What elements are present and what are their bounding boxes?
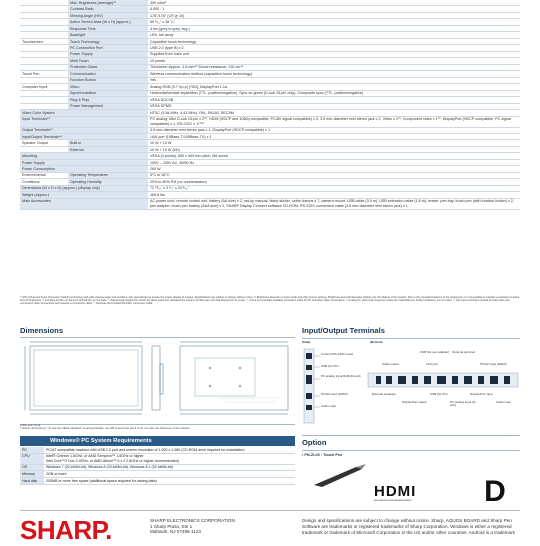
io-port-label: DisplayPort input	[470, 392, 493, 396]
requirement-value: Intel® Celeron 1.6GHz, or AMD Sempron™ 1.6GHz or higher Intel Core™2 Duo 2.0GHz, or AMD Athlon™ II x 2 2.8GHz or higher recommended)	[44, 453, 295, 464]
io-title: Input/Output Terminals	[302, 326, 385, 335]
requirement-row	[20, 464, 295, 471]
spec-label: Power Management	[68, 103, 148, 109]
spec-value: 3.5 mm-diameter mini stereo jack x 1, DisplayPort (HDCP compatible) x 1	[148, 127, 520, 133]
requirement-key: PC	[20, 447, 44, 453]
spec-label: PC Connection Port	[68, 45, 148, 51]
spec-value: Capacitive touch technology	[148, 38, 520, 44]
requirement-value: PC/AT compatible machine with USB 2.0 port and screen resolution of 1,920 x 1,080 (CD-ROM drive required for installation)	[44, 447, 295, 453]
spec-value: VESA DPMS	[148, 103, 520, 109]
requirement-value: 200MB or more free space (additional space required for saving data)	[44, 477, 295, 484]
spec-value: 10 W + 10 W (6Ω)	[148, 146, 520, 152]
requirement-row	[20, 453, 295, 464]
spec-value: Analog RGB (0.7 Vp-p) [75Ω], DisplayPort 1.1a	[148, 84, 520, 90]
spec-value: 100V – 240V AC, 50/60 Hz	[148, 159, 520, 165]
spec-label: Communication	[68, 71, 148, 77]
spec-category: Computer Input	[20, 84, 68, 90]
spec-value: Supplied from main unit	[148, 51, 520, 57]
requirement-row	[20, 477, 295, 484]
spec-category: Output Terminals*⁴	[20, 127, 148, 133]
spec-label: Response Time	[68, 25, 148, 31]
spec-value: Wireless communication method (capacitive touch technology)	[148, 71, 520, 77]
spec-label: Multi Touch	[68, 58, 148, 64]
requirement-key: CPU	[20, 453, 44, 464]
io-port-label: USB (for pen adapter)	[420, 350, 450, 354]
spec-label: Operating Temperature	[68, 172, 148, 178]
spec-label: Active Screen Area (W x H) (approx.)	[68, 19, 148, 25]
spec-category: Power Consumption	[20, 166, 148, 172]
spec-label: Power Supply	[68, 51, 148, 57]
spec-category: Input Terminals*⁴	[20, 116, 148, 127]
spec-value: 169.8 lbs	[148, 192, 520, 198]
spec-row	[20, 198, 520, 209]
spec-category: Environmental	[20, 172, 68, 178]
windows-requirements-title: Windows® PC System Requirements	[20, 436, 295, 446]
spec-label: Touch Technology	[68, 38, 148, 44]
io-port-label: PC analog input RGB (D-sub)	[321, 374, 361, 378]
spec-value: Thickness: Approx. 3.8 mm*² Shock resistance: 130 cm*³	[148, 64, 520, 70]
requirement-key: OS	[20, 464, 44, 471]
io-bottom-label: (Bottom)	[370, 340, 383, 344]
option-section	[302, 450, 520, 509]
spec-category: Input/Output Terminals*⁴	[20, 133, 148, 139]
spec-label: Synchronization	[68, 90, 148, 96]
option-title: Option	[302, 438, 327, 447]
spec-table	[20, 0, 520, 210]
windows-requirements-table	[20, 447, 295, 485]
spec-label: Contrast Ratio	[68, 6, 148, 12]
spec-value: 10 W + 10 W	[148, 140, 520, 146]
spec-value: NTSC (3.58 MHz, 4.43 MHz), PAL, PAL60, SECAM	[148, 110, 520, 116]
displayport-logo: D	[484, 475, 506, 508]
touch-pen-image	[310, 463, 370, 489]
spec-category: Power Supply	[20, 159, 148, 165]
requirement-value: 2GB or more	[44, 471, 295, 478]
spec-value: 4 ms (grey to grey, avg.)	[148, 25, 520, 31]
requirement-value: Windows 7 (32-bit/64-bit), Windows 8 (32-bit/64-bit), Windows 8.1 (32-bit/64-bit)	[44, 464, 295, 471]
spec-value: 20% to 80% RH (no condensation)	[148, 179, 520, 185]
spec-category: Video Color System	[20, 110, 148, 116]
io-port-label: Control (RS-232C input)	[321, 352, 354, 356]
spec-value: 69 ⁵⁄₁₆" x 38 ⁷⁄₈"	[148, 19, 520, 25]
footer-disclaimer: Design and specifications are subject to change without notice. Sharp, AQUOS BOARD and Sharp Pen Software are trademarks or registered trademarks of Sharp Corporation. Windows is either a registered trademark or trademark of Microsoft Corporation in the US and/or other countries. Android is a trademark	[302, 518, 515, 535]
io-port-label: USB (for PC)	[430, 392, 448, 396]
spec-label: Built-in	[68, 140, 148, 146]
spec-value: PC analog: Mini D-sub 15-pin x 2*⁵, HDMI (HDCP and 1080p compatible, PC/AV signal compatible) x 3, 3.5 mm-diameter mini stereo jack x 2, Video x 1*⁶, Component video x 1*⁶, DisplayPort (HDCP compatible, PC signal compatible) x 1, RS-232C x 1*⁷*⁸	[148, 116, 520, 127]
dimensions-title: Dimensions	[20, 326, 64, 335]
spec-category: Main Accessories	[20, 198, 148, 209]
dimensions-note: Units: inch (mm) * Screen dimensions * To use the VESA-standard mounting bracket, use M6 screws that are 8 to 10 mm plus the thickness of the bracket.	[20, 423, 191, 431]
io-port-label: External speakers	[372, 392, 397, 396]
spec-label: Protection Glass	[68, 64, 148, 70]
spec-label: Viewing Angle (H/V)	[68, 12, 148, 18]
io-port-label: DisplayPort output	[402, 400, 427, 404]
spec-value: 260 W	[148, 166, 520, 172]
spec-value: 10 points	[148, 58, 520, 64]
spec-row	[20, 116, 520, 127]
footnotes: *¹ IPS (Advanced Super Dimension Switch) technology with wide viewing angle and excellent color reproduction to ensure the proper display of images. Specifications are subject to change without notice. *² Brightness depends on input mode and other picture settings. Brightness level will decrease slightly over the lifetime of the product. Due to the physical limitations of the equipment, it is not possible to maintain a precisely constant level of brightness. *³ Including AG film on the front and AR film on the back. *⁴ Approximate height from which the glass panel can withstand the impact of a 500-gram iron ball dropped on its center. *⁵ Use a commercially available connection cable for PC and other video connections. *⁶ Analog PC video and component video are switchable (on bottom interface); use for video. *⁷ One input terminal is shared for both video and component video connections and requires a conversion cable. *⁸ Requires the bundled RS-232C conversion cable.	[20, 296, 520, 306]
hdmi-logo: HDMI HIGH-DEFINITION MULTIMEDIA INTERFACE	[374, 483, 417, 502]
spec-value: VESA (4 points), 600 x 400 mm pitch, M6 screw	[148, 153, 520, 159]
dimension-diagram	[20, 338, 295, 424]
spec-value: Yes	[148, 77, 520, 83]
spec-category: Conditions	[20, 179, 68, 185]
io-port-label: PC/AV input (HDMI)	[480, 362, 507, 366]
sharp-logo: SHARP.	[20, 515, 112, 545]
io-port-label: PC/AV input (HDMI)	[321, 392, 348, 396]
io-port-label: Audio input	[321, 404, 337, 408]
io-diagram	[302, 338, 520, 436]
spec-value: 4,000 : 1	[148, 6, 520, 12]
spec-value: 72 ¹³⁄₁₆" x 3 ¹⁄₂" x 43 ⁵⁄₁₆"	[148, 185, 520, 191]
spec-label: Max. Brightness (average)*¹	[68, 0, 148, 6]
footer-address: SHARP ELECTRONICS CORPORATION 1 Sharp Plaza, Ste 1 Mahwah, NJ 07495-1123	[150, 518, 235, 535]
spec-label: Operating Humidity	[68, 179, 148, 185]
spec-label: Plug & Play	[68, 97, 148, 103]
io-port-label: LAN port	[426, 362, 438, 366]
io-port-label: PC analog input (D-sub)	[450, 400, 477, 408]
footer-divider	[20, 510, 520, 511]
spec-label: Backlight	[68, 32, 148, 38]
io-port-label: Optional terminal	[452, 350, 475, 354]
requirement-key: Memory	[20, 471, 44, 478]
io-port-label: Audio output	[382, 362, 399, 366]
io-port-label: USB (for PC)	[321, 364, 339, 368]
io-port-label: Audio input	[496, 400, 512, 404]
requirement-row	[20, 471, 295, 478]
spec-category: Touch Pen	[20, 71, 68, 77]
spec-category: Weight (approx.)	[20, 192, 148, 198]
spec-label: Video	[68, 84, 148, 90]
spec-value: VESA DDC2B	[148, 97, 520, 103]
spec-value: Horizontal/vertical separation (TTL: positive/negative), Sync on green (D-sub 15-pin only), Composite sync (TTL: positive/negative)	[148, 90, 520, 96]
spec-value: 176°/176° (CR ≧ 10)	[148, 12, 520, 18]
spec-category: Touchscreen	[20, 38, 68, 44]
spec-category: Dimensions (W x D x H) (approx.) (display only)	[20, 185, 148, 191]
spec-value: 5°C to 35°C	[148, 172, 520, 178]
io-side-label: (Side)	[302, 340, 311, 344]
spec-value: AC power cord, remote control unit, battery (AA size) x 2, set-up manual, blank sticker, cable clamps x 7, camera mount, USB cable (3.0 m), USB extension cable (1.8 m), eraser, pen tray, touch pen (with function button) x 2, pen adapter, touch pen battery (AAA size) x 2, SHARP Display Connect software CD-ROM, RS-232C conversion cable (3.5 mm-diameter mini stereo jack) x 1	[148, 198, 520, 209]
spec-value: LED, full array	[148, 32, 520, 38]
spec-value: USB 2.0 (type B) x 2	[148, 45, 520, 51]
dimensions-drawing	[20, 337, 295, 425]
spec-label: Function Button	[68, 77, 148, 83]
spec-value: LAN port (10Base-T/100Base-TX) x 1	[148, 133, 520, 139]
requirement-key: Hard disk	[20, 477, 44, 484]
spec-category: Mounting	[20, 153, 148, 159]
spec-value: 300 cd/m²	[148, 0, 520, 6]
option-item: • PN-ZL03 : Touch Pen	[302, 453, 343, 457]
spec-label: External	[68, 146, 148, 152]
spec-category: Speaker Output	[20, 140, 68, 146]
